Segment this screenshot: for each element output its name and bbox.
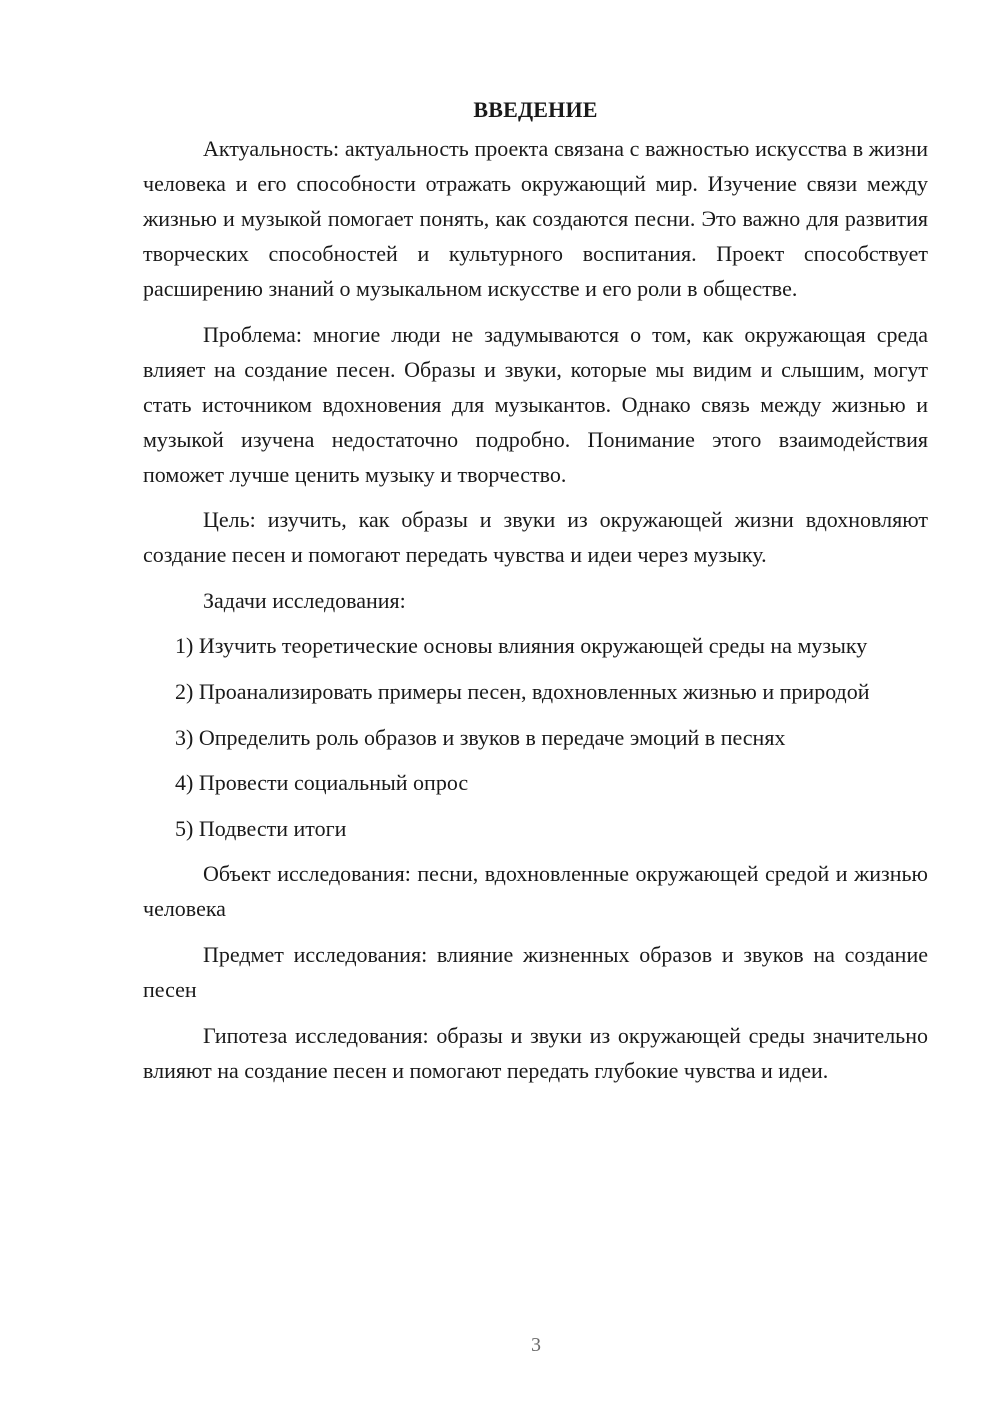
paragraph-goal: Цель: изучить, как образы и звуки из окружающей жизни вдохновляют создание песен и помогают передать чувства и идеи через музыку. <box>143 507 928 568</box>
task-item-2: 2) Проанализировать примеры песен, вдохновленных жизнью и природой <box>175 678 870 704</box>
section-title: ВВЕДЕНИЕ <box>473 97 598 122</box>
task-item-1: 1) Изучить теоретические основы влияния окружающей среды на музыку <box>175 633 868 659</box>
paragraph-object: Объект исследования: песни, вдохновленные окружающей средой и жизнью человека <box>143 861 928 922</box>
paragraph-relevance: Актуальность: актуальность проекта связана с важностью искусства в жизни человека и его способности отражать окружающий мир. Изучение связи между жизнью и музыкой помогает понять, как создаются песни. Это важно для развития творческих способностей и культурного воспитания. Проект способствует расширению знаний о музыкальном искусстве и его роли в обществе. <box>143 136 928 301</box>
paragraph-problem: Проблема: многие люди не задумываются о том, как окружающая среда влияет на создание песен. Образы и звуки, которые мы видим и слышим, могут стать источником вдохновения для музыкантов. Однако связь между жизнью и музыкой изучена недостаточно подробно. Понимание этого взаимодействия поможет лучше ценить музыку и творчество. <box>143 321 928 487</box>
paragraph-hypothesis: Гипотеза исследования: образы и звуки из окружающей среды значительно влияют на создание песен и помогают передать глубокие чувства и идеи. <box>143 1022 928 1083</box>
task-item-4: 4) Провести социальный опрос <box>175 770 469 796</box>
task-item-5: 5) Подвести итоги <box>175 815 347 841</box>
task-item-3: 3) Определить роль образов и звуков в передаче эмоций в песнях <box>175 724 786 750</box>
tasks-heading: Задачи исследования: <box>203 587 406 613</box>
paragraph-subject: Предмет исследования: влияние жизненных образов и звуков на создание песен <box>143 941 928 1002</box>
page-number: 3 <box>531 1334 541 1356</box>
document-page <box>143 92 928 1098</box>
